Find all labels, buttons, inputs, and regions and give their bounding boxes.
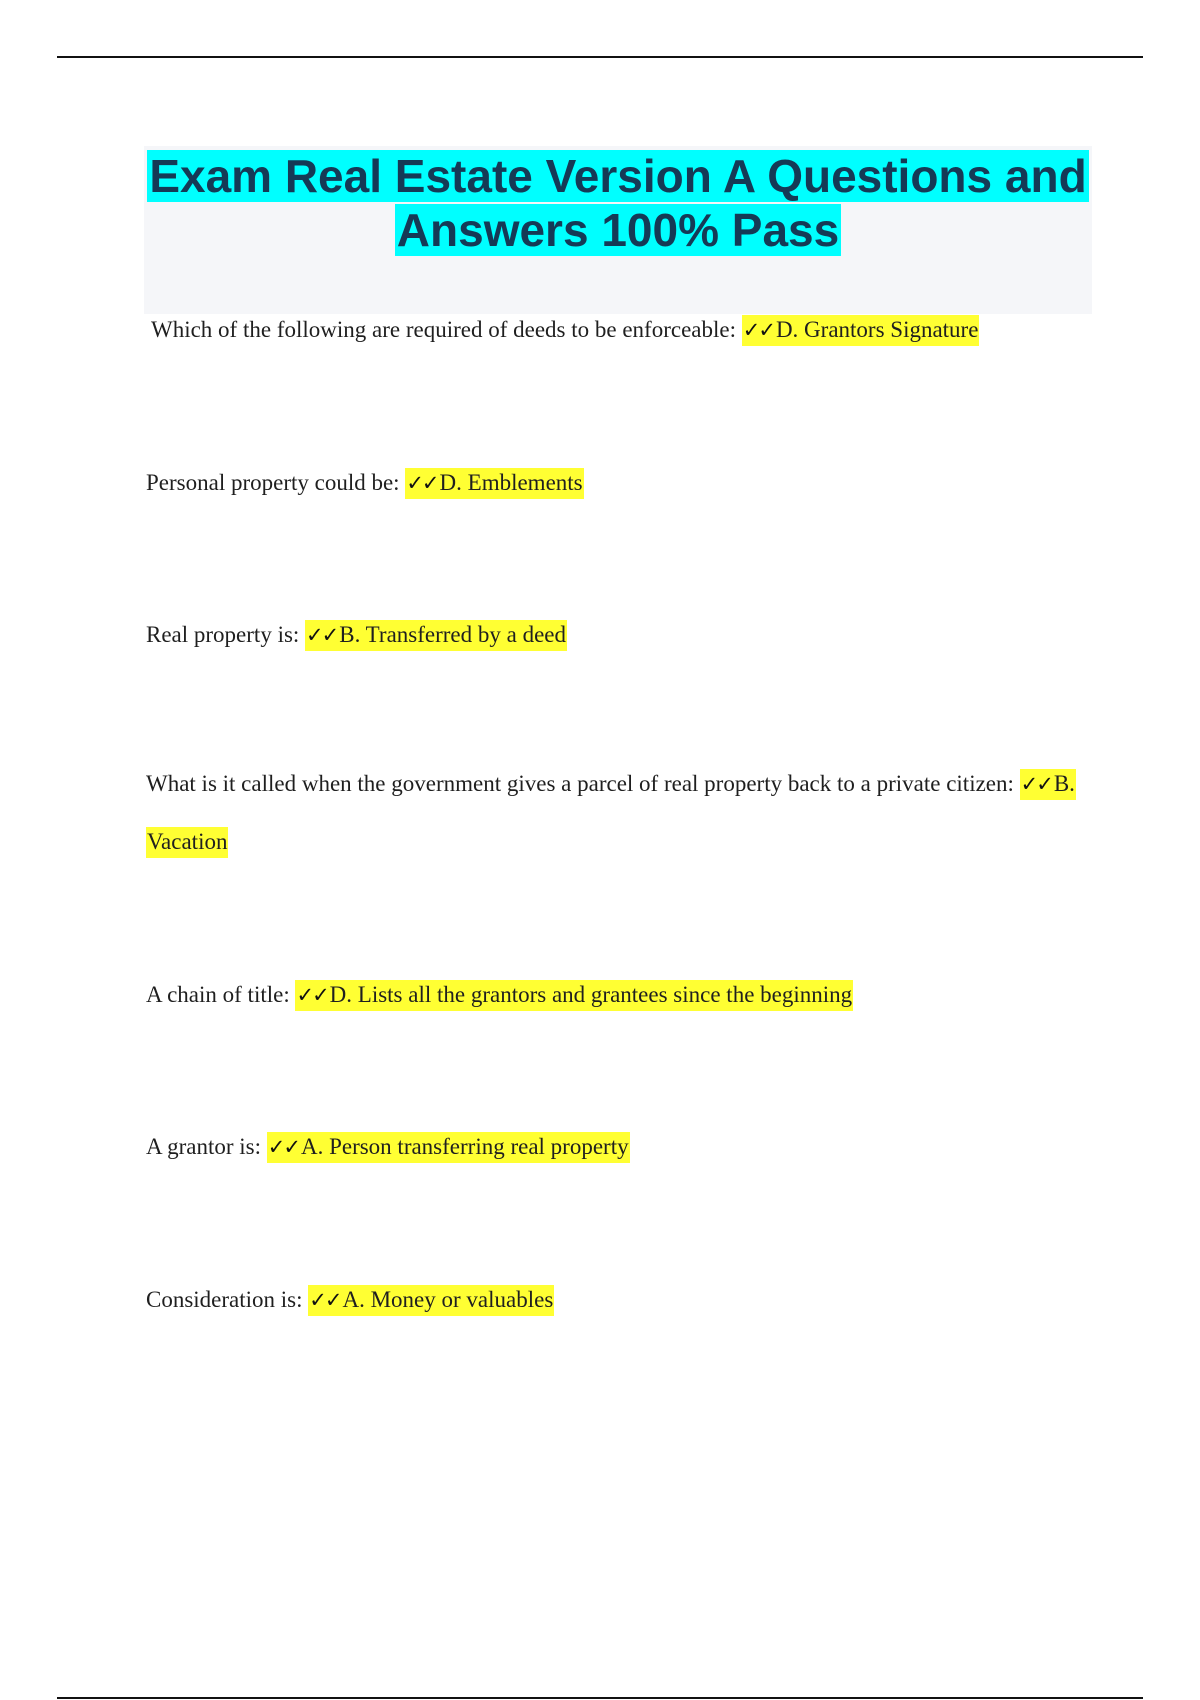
question-text: Real property is: <box>146 622 306 647</box>
top-rule <box>57 56 1143 58</box>
question-text: Which of the following are required of deeds to be enforceable: <box>151 317 742 342</box>
answer-text: D. Grantors Signature <box>775 317 979 342</box>
answer-text: A. Money or valuables <box>342 1287 554 1312</box>
document-title <box>144 146 1092 257</box>
answer-highlight <box>742 315 980 346</box>
double-check-icon: ✓✓ <box>306 623 338 647</box>
answer-highlight <box>305 620 567 651</box>
answer-text: D. Lists all the grantors and grantees since the beginning <box>329 982 853 1007</box>
question-text: A grantor is: <box>146 1134 267 1159</box>
answer-text: B. Transferred by a deed <box>339 622 567 647</box>
answer-highlight <box>308 1285 554 1316</box>
question-text: What is it called when the government gives a parcel of real property back to a private citizen: <box>146 771 1020 796</box>
double-check-icon: ✓✓ <box>267 1135 299 1159</box>
qa-item-6 <box>146 1118 1096 1176</box>
question-text: Consideration is: <box>146 1287 309 1312</box>
question-text: Personal property could be: <box>146 470 406 495</box>
answer-text: A. Person transferring real property <box>300 1134 629 1159</box>
title-block <box>144 146 1092 314</box>
qa-item-2 <box>146 454 1096 512</box>
answer-highlight <box>295 980 853 1011</box>
answer-text: B. Vacation <box>147 771 1075 854</box>
qa-item-3 <box>146 606 1096 664</box>
double-check-icon: ✓✓ <box>406 471 438 495</box>
qa-item-4 <box>146 755 1096 871</box>
title-text: Exam Real Estate Version A Questions and Answers 100% Pass <box>149 150 1087 256</box>
qa-item-7 <box>146 1271 1096 1329</box>
double-check-icon: ✓✓ <box>1020 772 1052 796</box>
qa-item-5 <box>146 966 1096 1024</box>
answer-text: D. Emblements <box>439 470 583 495</box>
answer-highlight <box>405 468 583 499</box>
question-text: A chain of title: <box>146 982 296 1007</box>
bottom-rule <box>57 1697 1143 1699</box>
double-check-icon: ✓✓ <box>742 318 774 342</box>
double-check-icon: ✓✓ <box>309 1288 341 1312</box>
qa-item-1 <box>151 301 1101 359</box>
double-check-icon: ✓✓ <box>296 983 328 1007</box>
answer-highlight <box>267 1132 630 1163</box>
